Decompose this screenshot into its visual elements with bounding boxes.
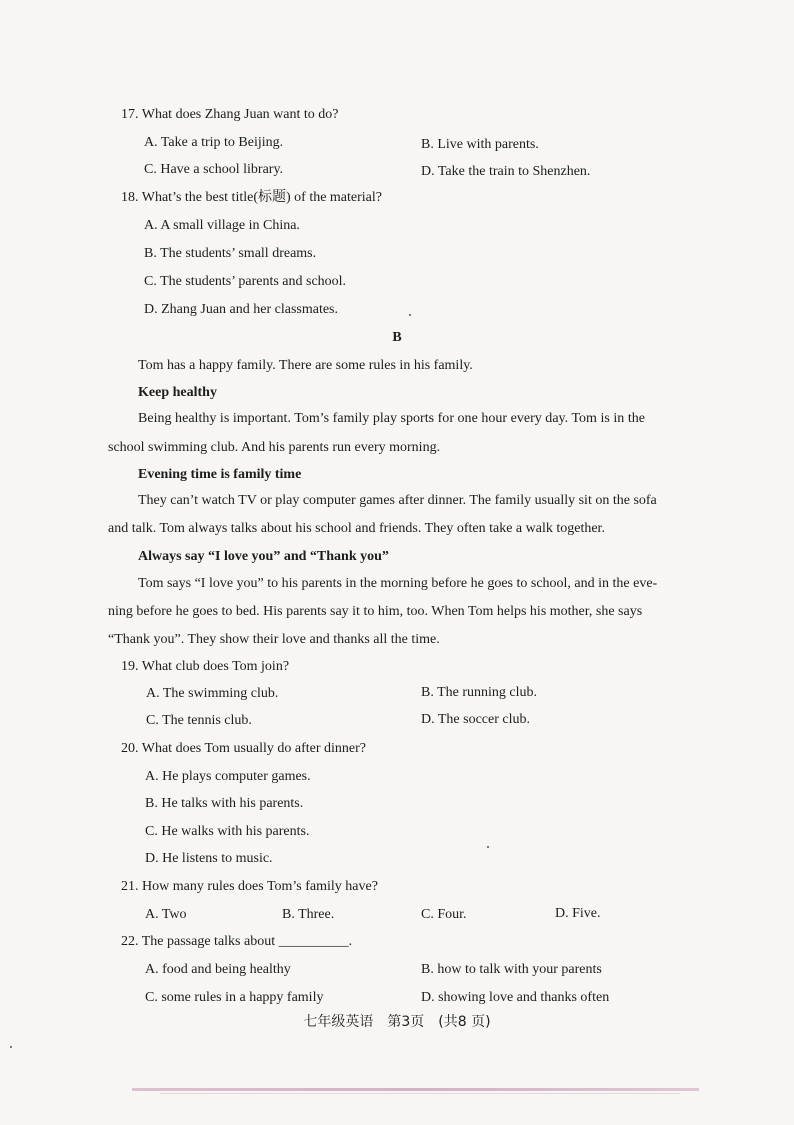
q18-option-d: D. Zhang Juan and her classmates. xyxy=(144,302,338,317)
q18-option-c: C. The students’ parents and school. xyxy=(144,274,347,289)
section-b-heading: B xyxy=(392,330,402,345)
q22-option-a: A. food and being healthy xyxy=(145,962,291,977)
q20-option-d: D. He listens to music. xyxy=(145,851,273,866)
q19-option-b: B. The running club. xyxy=(421,685,538,700)
passage-p3-line2: ning before he goes to bed. His parents say it to him, too. When Tom helps his mother, she says xyxy=(108,604,643,619)
bottom-decorative-rule-thin xyxy=(160,1093,680,1094)
q19-option-c: C. The tennis club. xyxy=(146,713,252,728)
q22-option-d: D. showing love and thanks often xyxy=(421,990,610,1005)
scan-speck xyxy=(409,314,411,316)
scan-speck xyxy=(10,1046,12,1048)
q18-option-a: A. A small village in China. xyxy=(144,218,300,233)
passage-p1-line2: school swimming club. And his parents run every morning. xyxy=(108,440,441,455)
q21-option-d: D. Five. xyxy=(555,906,601,921)
q17-option-b: B. Live with parents. xyxy=(421,137,539,152)
page-footer: 七年级英语 第3页 (共8 页) xyxy=(303,1014,491,1030)
q17-option-d: D. Take the train to Shenzhen. xyxy=(421,164,591,179)
q17-stem: 17. What does Zhang Juan want to do? xyxy=(121,107,339,122)
q21-stem: 21. How many rules does Tom’s family have? xyxy=(121,879,378,894)
q22-option-c: C. some rules in a happy family xyxy=(145,990,324,1005)
q20-option-c: C. He walks with his parents. xyxy=(145,824,310,839)
q22-stem: 22. The passage talks about __________. xyxy=(121,934,353,949)
q21-option-a: A. Two xyxy=(145,907,187,922)
passage-p1-line1: Being healthy is important. Tom’s family play sports for one hour every day. Tom is in the xyxy=(138,411,646,426)
q19-option-a: A. The swimming club. xyxy=(146,686,279,701)
q18-option-b: B. The students’ small dreams. xyxy=(144,246,317,261)
q22-option-b: B. how to talk with your parents xyxy=(421,962,602,977)
passage-p3-line1: Tom says “I love you” to his parents in the morning before he goes to school, and in the eve- xyxy=(138,576,658,591)
q17-option-a: A. Take a trip to Beijing. xyxy=(144,135,284,150)
q20-option-b: B. He talks with his parents. xyxy=(145,796,304,811)
passage-heading-love: Always say “I love you” and “Thank you” xyxy=(138,549,389,564)
scan-speck xyxy=(487,846,489,848)
bottom-decorative-rule xyxy=(132,1088,699,1091)
q19-stem: 19. What club does Tom join? xyxy=(121,659,290,674)
q20-stem: 20. What does Tom usually do after dinner? xyxy=(121,741,366,756)
passage-p2-line2: and talk. Tom always talks about his school and friends. They often take a walk together. xyxy=(108,521,605,536)
q21-option-b: B. Three. xyxy=(282,907,335,922)
passage-p3-line3: “Thank you”. They show their love and thanks all the time. xyxy=(108,632,440,647)
q17-option-c: C. Have a school library. xyxy=(144,162,284,177)
passage-intro: Tom has a happy family. There are some rules in his family. xyxy=(138,358,473,373)
q20-option-a: A. He plays computer games. xyxy=(145,769,311,784)
q19-option-d: D. The soccer club. xyxy=(421,712,530,727)
q18-stem: 18. What’s the best title(标题) of the material? xyxy=(121,190,382,205)
passage-heading-evening: Evening time is family time xyxy=(138,467,302,482)
passage-p2-line1: They can’t watch TV or play computer games after dinner. The family usually sit on the sofa xyxy=(138,493,657,508)
passage-heading-keep-healthy: Keep healthy xyxy=(138,385,217,400)
q21-option-c: C. Four. xyxy=(421,907,467,922)
